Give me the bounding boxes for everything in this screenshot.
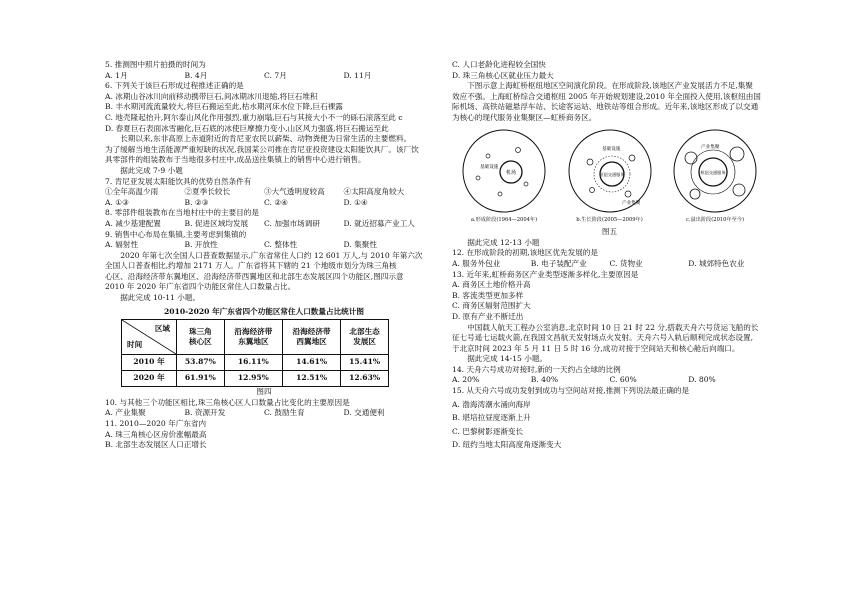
option[interactable]: A. 辐射性 — [105, 240, 139, 250]
question-15-stem: 15. 从天舟六号成功发射到成功与空间站对接,推测下列说法最正确的是 — [452, 386, 690, 396]
option[interactable]: C. 人口老龄化进程较全国快 — [452, 60, 546, 69]
table-cell: 12.63% — [341, 371, 389, 387]
label-infrastructure: 基础设施 — [480, 164, 499, 170]
passage-lead: 据此完成 14-15 小题。 — [467, 354, 548, 364]
question-12-options — [452, 259, 767, 270]
option[interactable]: B. 开放性 — [184, 240, 218, 250]
figure-5 — [456, 128, 763, 226]
option[interactable]: D. 原有产业不断迁出 — [452, 311, 524, 321]
passage-line: 2010 年 2020 年广东省四个功能区常住人口数量占比。 — [105, 282, 296, 292]
question-9-options — [105, 240, 423, 251]
question-9-stem: 9. 销售中心布局在集镇,主要考虑到集镇的 — [105, 229, 247, 239]
option[interactable]: B. 客流类型更加多样 — [452, 290, 524, 300]
option[interactable]: A. 20% — [452, 375, 480, 385]
table-row — [122, 355, 389, 371]
option[interactable]: C. 商务区辐射范围扩大 — [452, 301, 531, 311]
question-7-items — [105, 187, 423, 198]
passage-line: 心区、沿海经济带东翼地区、沿海经济带西翼地区和北部生态发展区四个功能区,图四示意 — [105, 271, 404, 281]
question-8-stem: 8. 零部件组装教布在当地村庄中的主要目的是 — [105, 208, 259, 218]
option[interactable]: C. 整体性 — [264, 240, 298, 250]
question-6-stem: 6. 下列关于该巨石形成过程推述正确的是 — [105, 81, 244, 91]
option[interactable]: D. 珠三角核心区就业压力最大 — [452, 70, 554, 80]
passage-line: 征七号遥七运载火箭,在我国文昌航天发射场点火发射。天舟六号入轨后顺利完成状态设置, — [452, 333, 753, 343]
option[interactable]: B. 堪培拉昼度逐渐上升 — [452, 413, 531, 423]
option[interactable]: B. 4月 — [184, 70, 208, 80]
option[interactable]: D. 春夏巨石表面冰雪融化,巨石底的冰使巨摩擦力变小,山区风力强盛,将巨石搬运至此 — [105, 123, 389, 133]
item: ③大气透明度较高 — [264, 187, 325, 197]
question-10-options — [105, 408, 423, 419]
question-8-options — [105, 219, 423, 230]
population-table — [121, 319, 389, 387]
passage-line: 具零部件的组装教布于当地很多村庄中,成品送往集镇上的销售中心进行销售。 — [105, 155, 366, 165]
option[interactable]: C. 地壳隆起抬升,阿尔泰山风化作用强烈,重力崩塌,巨石与其接大小不一的砾石滚落至此 c — [105, 112, 403, 122]
option[interactable]: A. 产业集聚 — [105, 408, 146, 418]
table-cell: 12.95% — [224, 371, 282, 387]
option[interactable]: D. 80% — [688, 375, 716, 385]
question-5-stem: 5. 推测图中照片拍摄的时间为 — [105, 60, 206, 69]
option[interactable]: B. 40% — [530, 375, 559, 385]
option[interactable]: C. 7月 — [264, 70, 287, 80]
passage-line: 下图示意上海虹桥枢纽地区空间演化阶段。在形成阶段,该地区产业发展活力不足,集聚 — [467, 81, 753, 91]
question-14-stem: 14. 天舟六号成功对接时,新的一天约占全球的比例 — [452, 364, 621, 374]
option[interactable]: B. 促进区域均发展 — [184, 218, 249, 228]
stage-a-diagram — [456, 128, 552, 214]
item: ④太阳高度角较大 — [343, 187, 405, 197]
label-infrastructure: 基础设施 — [601, 146, 620, 152]
table-row — [122, 371, 389, 387]
figure-5a-caption: a.形成阶段(1964—2004年) — [470, 216, 538, 223]
question-14-options — [452, 375, 767, 386]
figure-5b — [562, 128, 658, 226]
option[interactable]: D. 就近招募产业工人 — [343, 218, 415, 228]
item: ②夏季长较长 — [184, 187, 231, 197]
table-cell: 61.91% — [177, 371, 225, 387]
option[interactable]: D. 纽约当地太阳高度角逐渐变大 — [452, 440, 562, 450]
corner-bottom-label: 时间 — [127, 339, 143, 349]
passage-lead: 据此完成 7-9 小题 — [120, 165, 183, 175]
question-7-options — [105, 198, 423, 209]
option[interactable]: B. 资源开发 — [184, 408, 226, 418]
table-cell: 14.61% — [282, 355, 340, 371]
stage-c-diagram — [667, 128, 763, 214]
label-industry-cluster: 产业集聚 — [621, 200, 640, 206]
right-column — [452, 60, 767, 451]
option[interactable]: B. 丰水期河流流量较大,将巨石搬运至此,枯水期河床水位下降,巨石裸露 — [105, 102, 343, 112]
passage-line: 于北京时间 2023 年 5 月 11 日 5 时 16 分,成功对接于空间站天和核心舱后向端口。 — [452, 343, 740, 353]
label-industry-cluster: 产业集聚 — [701, 144, 720, 150]
passage-line: 2020 年第七次全国人口普查数据显示,广东省常住人口约 12 601 万人,与 2010 年第六次 — [120, 250, 423, 260]
figure-5c — [667, 128, 763, 226]
figure-5b-caption: b.生长阶段(2005—2009年) — [576, 216, 643, 223]
option[interactable]: A. ①③ — [105, 197, 129, 207]
table-header: 沿海经济带 东翼地区 — [224, 320, 282, 355]
option[interactable]: C. 60% — [609, 375, 637, 385]
option[interactable]: D. 城郊特色农业 — [688, 258, 745, 268]
corner-top-label: 区域 — [154, 324, 170, 334]
option[interactable]: D. 交通便利 — [343, 408, 385, 418]
question-10-stem: 10. 与其他三个功能区相比,珠三角核心区人口数量占比变化的主要原因是 — [105, 397, 350, 407]
table-cell: 12.51% — [282, 371, 340, 387]
table-header: 北部生态 发展区 — [341, 320, 389, 355]
option[interactable]: C. 货物业 — [609, 258, 643, 268]
figure-5a — [456, 128, 552, 226]
figure-5c-caption: c.溢出阶段(2010年至今) — [685, 216, 745, 223]
option[interactable]: C. ②④ — [264, 197, 288, 207]
table-title: 2010-2020 年广东省四个功能区常住人口数量占比统计图 — [164, 306, 364, 316]
question-7-stem: 7. 肯尼亚发展太阳能饮具的优势自然条件有 — [105, 176, 252, 186]
option[interactable]: D. 集聚性 — [343, 240, 377, 250]
option[interactable]: A. 商务区土地价格升高 — [452, 280, 531, 290]
table-header: 珠三角 核心区 — [177, 320, 225, 355]
label-hub-service: 枢纽交通服务 — [700, 169, 726, 175]
option[interactable]: A. 冰期山谷冰川向前移动携带巨石,间冰期冰川退缩,将巨石堆积 — [105, 91, 318, 101]
passage-line: 效应不强。上海虹桥综合交通枢纽 2005 年开始规划建设,2010 年全面投入使用,该枢纽由国 — [452, 91, 761, 101]
passage-line: 全国人口普查相比,约增加 2171 万人。广东省将其下辖的 21 个地级市划分为珠三角核 — [105, 261, 397, 271]
table-cell: 16.11% — [224, 355, 282, 371]
option[interactable]: A. 服务外包业 — [452, 258, 501, 268]
left-column — [105, 60, 423, 451]
option[interactable]: C. 鼓励生育 — [264, 408, 305, 418]
question-5-options — [105, 71, 423, 82]
table-cell-year: 2020 年 — [122, 371, 177, 387]
option[interactable]: C. 加强市场调研 — [264, 218, 320, 228]
passage-line: 为了缓解当地生活能源严重短缺的状况,我国某公司推在肯尼亚投资建设太阳能饮具厂。该厂饮 — [105, 144, 419, 154]
option[interactable]: B. 电子装配产业 — [530, 258, 587, 268]
option[interactable]: B. ②③ — [184, 197, 209, 207]
table-corner-cell — [122, 320, 177, 355]
option[interactable]: A. 1月 — [105, 70, 128, 80]
option[interactable]: A. 减少基建配置 — [105, 218, 161, 228]
question-13-stem: 13. 近年来,虹桥商务区产业类型逐渐多样化,主要原因是 — [452, 269, 639, 279]
stage-b-diagram — [562, 128, 658, 214]
label-hub-service: 枢纽交通服务 — [598, 171, 625, 177]
option[interactable]: D. 11月 — [343, 70, 372, 80]
option[interactable]: D. ①④ — [343, 197, 368, 207]
figure-5-caption: 图五 — [601, 227, 618, 237]
passage-lead: 据此完成 12-13 小题 — [467, 237, 540, 247]
table-cell: 15.41% — [341, 355, 389, 371]
figure-4-caption: 图四 — [256, 387, 272, 397]
passage-line: 长期以来,东非高原上赤道附近的肯尼亚农民以薪柴、动物粪便为日常生活的主要燃料。 — [120, 134, 412, 144]
passage-line: 中国载人航天工程办公室消息,北京时间 10 日 21 时 22 分,搭载天舟六号货运飞船的长 — [467, 322, 759, 332]
question-12-stem: 12. 在形成阶段的初期,该地区优先发展的是 — [452, 248, 598, 258]
table-cell-year: 2010 年 — [122, 355, 177, 371]
table-header: 沿海经济带 西翼地区 — [282, 320, 340, 355]
label-airport: 机场 — [505, 169, 517, 176]
option[interactable]: A. 渤海湾潮水涌向海岸 — [452, 399, 531, 409]
option[interactable]: A. 珠三角核心区房价涨幅最高 — [105, 429, 207, 439]
passage-line: 为核心的现代服务业集聚区—虹桥商务区。 — [452, 112, 597, 122]
item: ①全年高温少雨 — [105, 187, 159, 197]
question-11-stem: 11. 2010—2020 年广东省内 — [105, 419, 207, 429]
option[interactable]: B. 北部生态发展区人口正增长 — [105, 440, 207, 450]
passage-line: 际机场、高铁站磁悬浮车站、长途客运站、地铁站等组合形成。近年来,该地区形成了以交通 — [452, 102, 759, 112]
option[interactable]: C. 巴黎树影逐渐变长 — [452, 426, 524, 436]
passage-lead: 据此完成 10-11 小题。 — [120, 293, 201, 303]
table-cell: 53.87% — [177, 355, 225, 371]
